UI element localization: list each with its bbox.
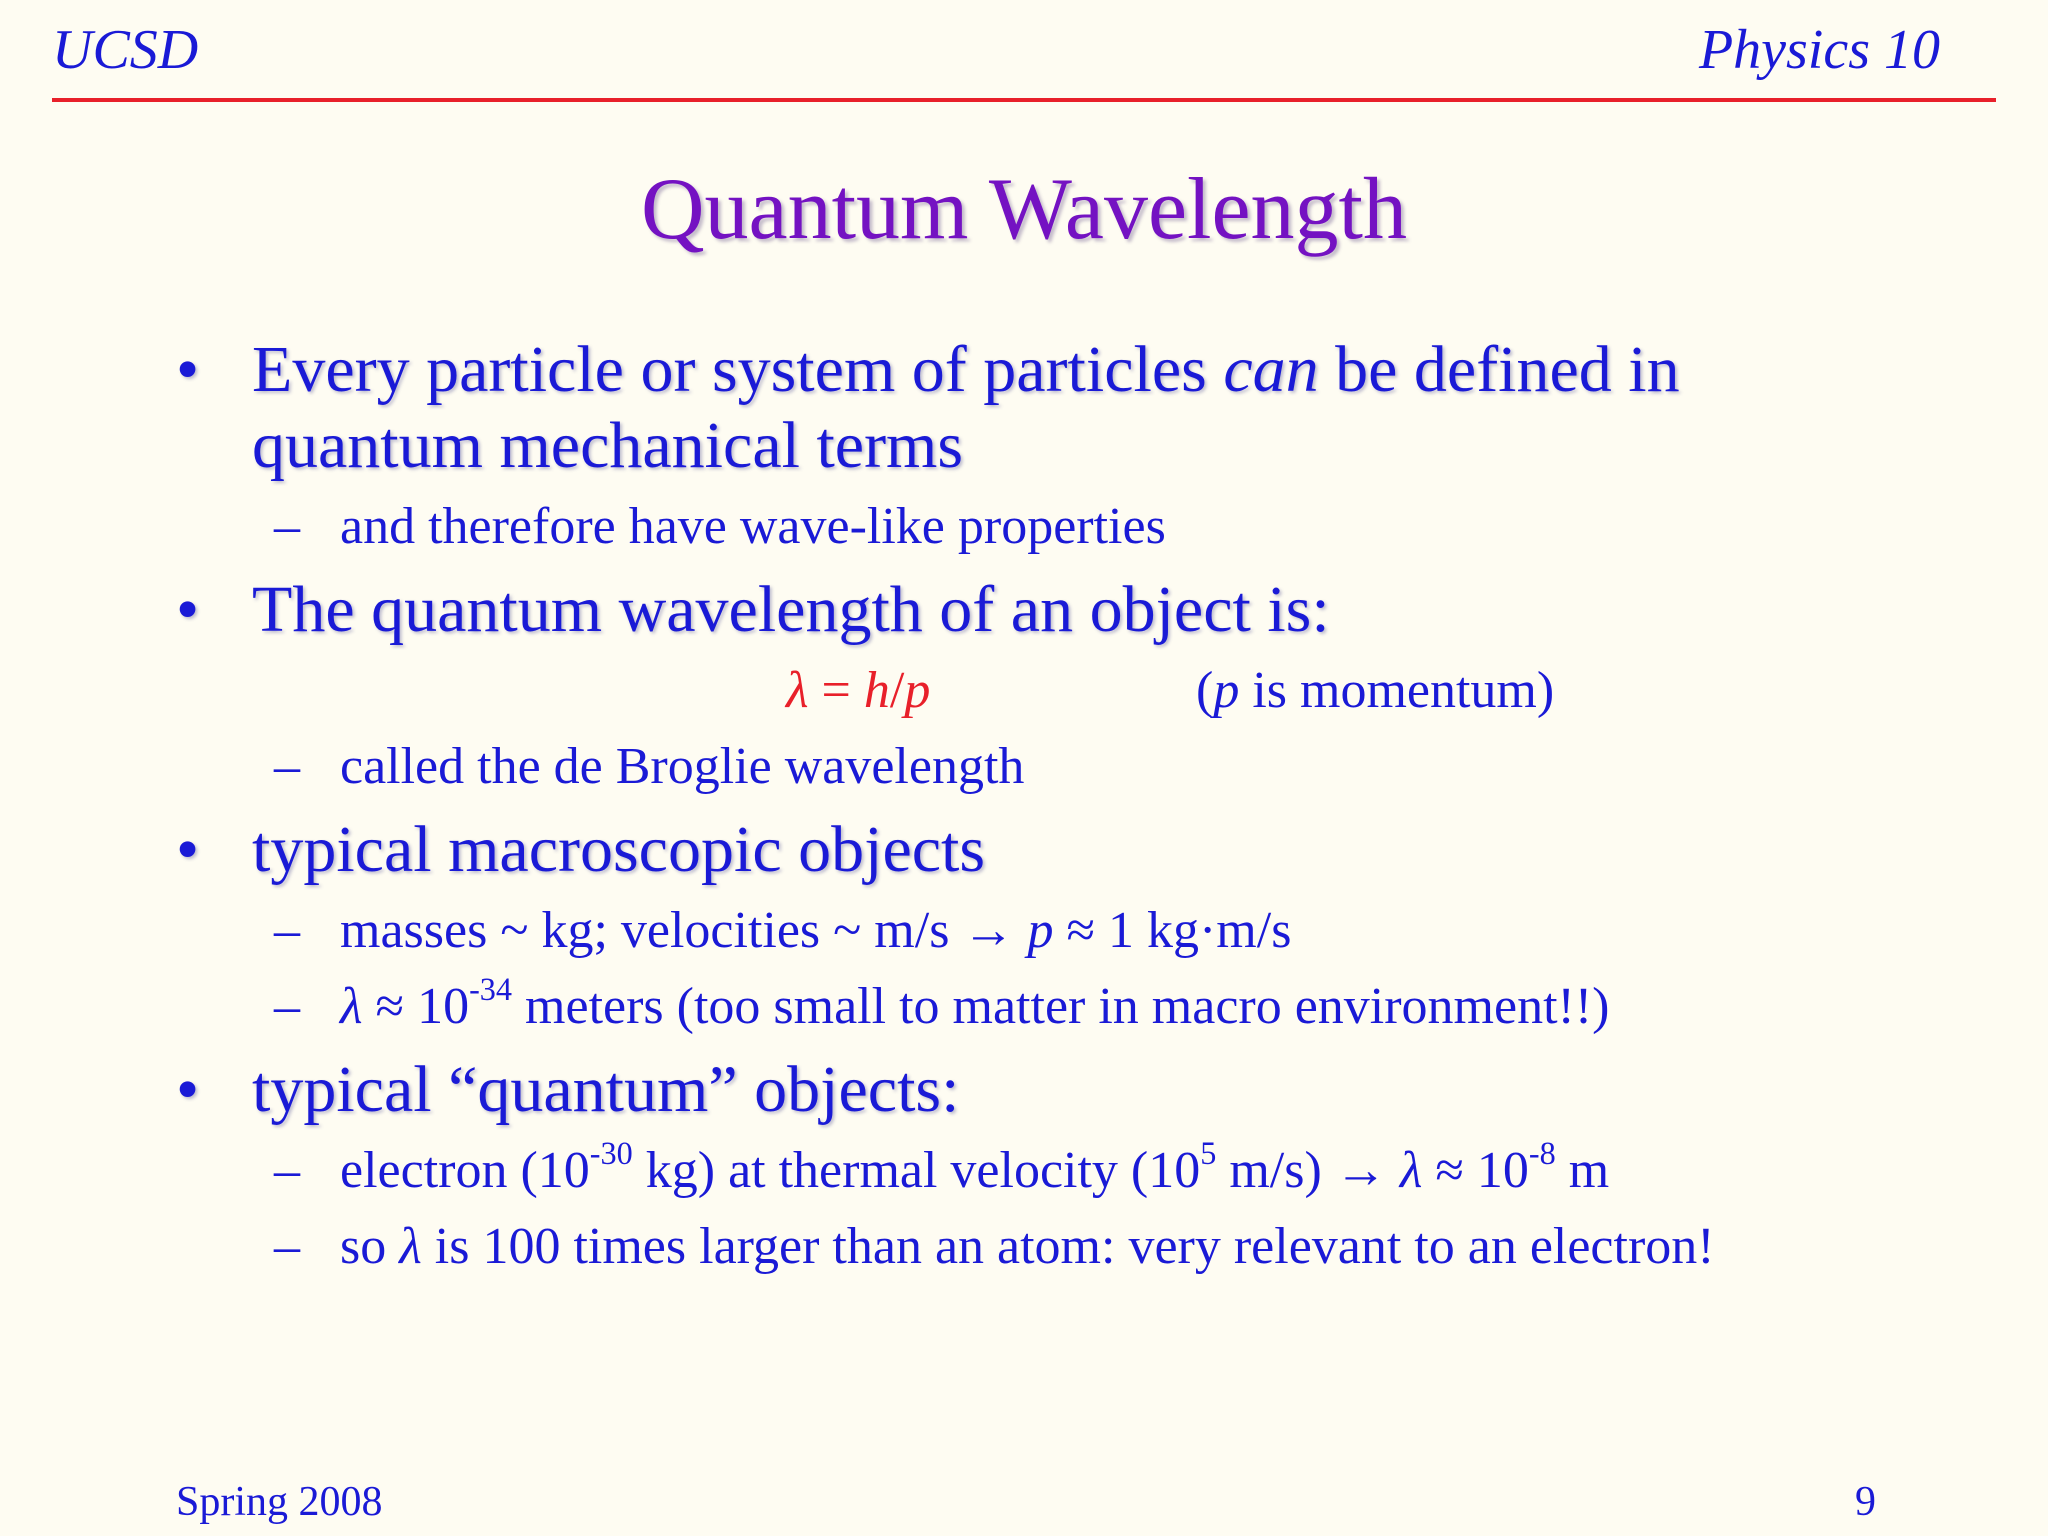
dash-marker: – [274, 1218, 300, 1275]
dash-marker: – [274, 1142, 300, 1199]
emphasis-can: can [1223, 333, 1319, 406]
footer-term: Spring 2008 [176, 1479, 383, 1525]
bullet-marker: • [176, 813, 200, 886]
dash-marker: – [274, 498, 300, 555]
bullet-marker: • [176, 573, 200, 646]
bullet-1-line-1: Every particle or system of particles can be defined in [252, 333, 1680, 406]
slide-number: 9 [1855, 1479, 1876, 1525]
formula-note: (p is momentum) [1196, 662, 1555, 719]
dash-marker: – [274, 738, 300, 795]
header-course: Physics 10 [1698, 19, 1940, 81]
dash-marker: – [274, 978, 300, 1035]
header-divider [52, 98, 1996, 102]
bullet-marker: • [176, 1053, 200, 1126]
dash-marker: – [274, 902, 300, 959]
slide: UCSD Physics 10 Quantum Wavelength • Every particle or system of particles can be defined in quantum mechanical terms – and therefore have wave-like properties • The quantum wavelength of an object is: λ = h/p (p is momentum) – called the de Broglie wavelength • typical macroscopic objects – masses ~ kg; velocities ~ m/s → p ≈ 1 kg·m/s – $\lambda \approx 10^{-34}$ meters (too small to matter in macro environment!!) • typical “quantum” objects: – electron ($10^{-30}$ kg) at thermal velocity ($10^5$ $m/s) \to \lambda \approx 10^{-8}$ m – so λ is 100 times larger than an atom: very relevant to an electron! Spring 2008 9 [0, 0, 2048, 1536]
de-broglie-formula: λ = h/p [786, 662, 931, 719]
bullet-marker: • [176, 333, 200, 406]
bullet-1-line-2: quantum mechanical terms [252, 409, 964, 482]
slide-title: Quantum Wavelength [640, 161, 1407, 258]
header-institution: UCSD [52, 19, 199, 81]
